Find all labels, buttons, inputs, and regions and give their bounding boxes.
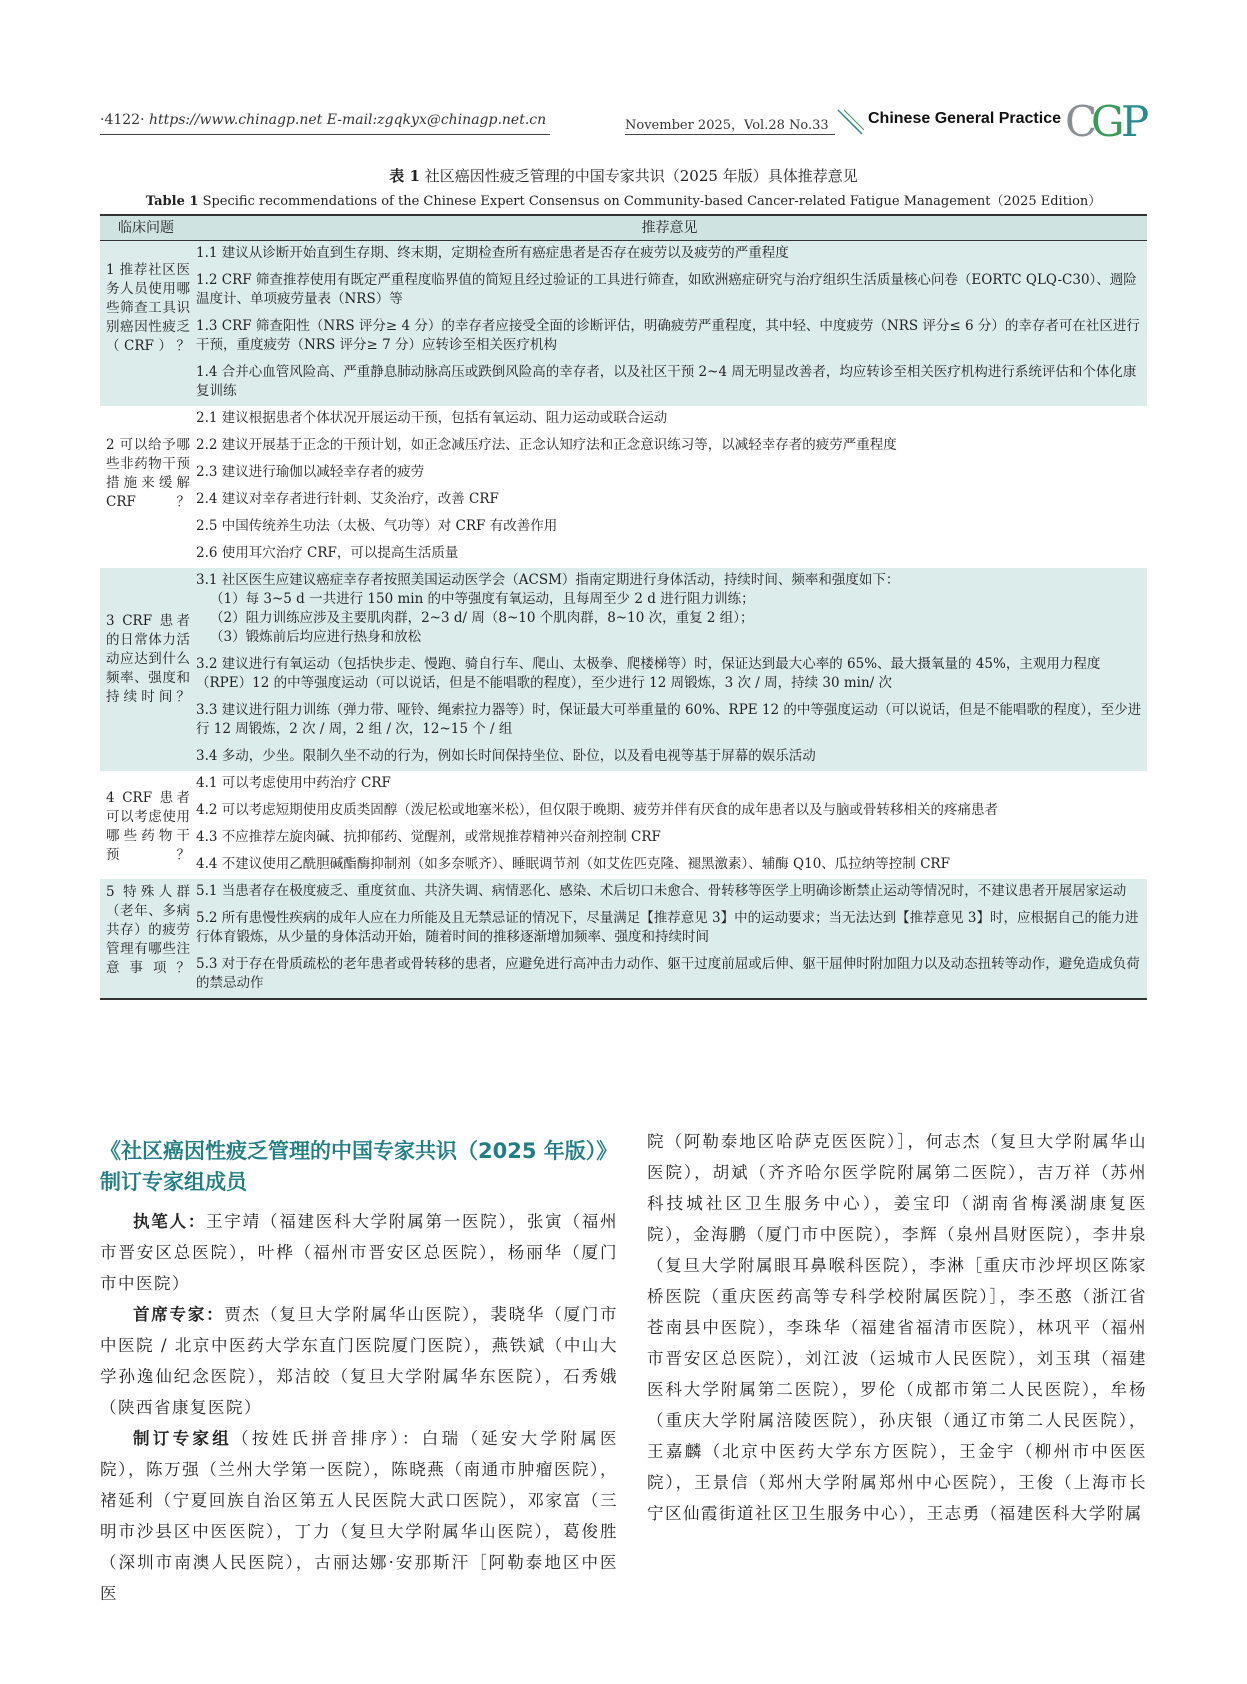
table-row: [100, 771, 1147, 879]
page-number: ·4122·: [100, 112, 145, 128]
recommendation-item: 2.1 建议根据患者个体状况开展运动干预，包括有氧运动、阻力运动或联合运动: [196, 410, 668, 426]
issue-info: November 2025，Vol.28 No.33: [625, 118, 829, 133]
recommendation-item: 2.3 建议进行瑜伽以减轻幸存者的疲劳: [196, 464, 425, 480]
writers-label: 执笔人：: [133, 1212, 207, 1231]
recommendation-item: 4.2 可以考虑短期使用皮质类固醇（泼尼松或地塞米松），但仅限于晚期、疲劳并伴有厌食的成年患者以及与脑或骨转移相关的疼痛患者: [196, 802, 999, 818]
header-right-rule: [625, 134, 835, 135]
recommendation-item: 1.4 合并心血管风险高、严重静息肺动脉高压或跌倒风险高的幸存者，以及社区干预 2~4 周无明显改善者，均应转诊至相关医疗机构进行系统评估和个体化康复训练: [196, 364, 1137, 399]
recommendation-subitem: （3）锻炼前后均应进行热身和放松: [210, 629, 422, 645]
svg-text:C: C: [1065, 98, 1098, 144]
svg-text:P: P: [1121, 98, 1150, 144]
recommendation-subitem: （1）每 3~5 d 一共进行 150 min 的中等强度有氧运动，且每周至少 2 d 进行阻力训练；: [210, 591, 755, 607]
table-row: [100, 879, 1147, 999]
recommendation-item: 5.1 当患者存在极度疲乏、重度贫血、共济失调、病情恶化、感染、术后切口未愈合、骨转移等医学上明确诊断禁止运动等情况时，不建议患者开展居家运动: [196, 883, 1127, 899]
chief-experts-list: 贾杰（复旦大学附属华山医院），裴晓华（厦门市中医院 / 北京中医药大学东直门医院厦门医院），燕铁斌（中山大学孙逸仙纪念医院），郑洁皎（复旦大学附属华东医院），石秀娥（陕西省康复医院）: [100, 1305, 619, 1417]
table-label-zh: 表 1: [389, 167, 420, 185]
recommendation-item: 3.3 建议进行阻力训练（弹力带、哑铃、绳索拉力器等）时，保证最大可举重量的 60%、RPE 12 的中等强度运动（可以说话，但是不能唱歌的程度），至少进行 12 周锻炼，2 次 / 周，2 组 / 次，12~15 个 / 组: [196, 702, 1142, 737]
writers-list: 王宇靖（福建医科大学附属第一医院），张寅（福州市晋安区总医院），叶桦（福州市晋安区总医院），杨丽华（厦门市中医院）: [100, 1212, 619, 1293]
recommendation-cell: [192, 771, 1147, 879]
table-title-en: Specific recommendations of the Chinese Expert Consensus on Community-based Cancer-related Fatigue Management（2025 Edition）: [202, 194, 1102, 209]
column-header-recommendation: 推荐意见: [192, 215, 1147, 241]
recommendation-cell: [192, 568, 1147, 771]
expert-group-label: 制订专家组: [133, 1429, 233, 1448]
recommendation-item: 4.3 不应推荐左旋肉碱、抗抑郁药、觉醒剂，或常规推荐精神兴奋剂控制 CRF: [196, 829, 661, 845]
table-header-row: [100, 215, 1147, 241]
column-header-question: 临床问题: [100, 215, 192, 241]
expert-group-list-right: 院（阿勒泰地区哈萨克医医院）］，何志杰（复旦大学附属华山医院），胡斌（齐齐哈尔医学院附属第二医院），吉万祥（苏州科技城社区卫生服务中心），姜宝印（湖南省梅溪湖康复医院），金海鹏（厦门市中医院），李辉（泉州昌财医院），李井泉（复旦大学附属眼耳鼻喉科医院），李淋［重庆市沙坪坝区陈家桥医院（重庆医药高等专科学校附属医院）］，李丕憨（浙江省苍南县中医院），李珠华（福建省福清市医院），林巩平（福州市晋安区总医院），刘江波（运城市人民医院），刘玉琪（福建医科大学附属第二医院），罗伦（成都市第二人民医院），牟杨（重庆大学附属涪陵医院），孙庆银（通辽市第二人民医院），王嘉麟（北京中医药大学东方医院），王金宇（柳州市中医医院），王景信（郑州大学附属郑州中心医院），王俊（上海市长宁区仙霞街道社区卫生服务中心），王志勇（福建医科大学附属: [647, 1132, 1147, 1523]
header-left-rule: [100, 134, 550, 135]
recommendation-cell: [192, 406, 1147, 568]
left-column: [100, 1206, 618, 1609]
cgp-logo-icon: [1065, 98, 1155, 144]
recommendation-subitem: （2）阻力训练应涉及主要肌肉群，2~3 d/ 周（8~10 个肌肉群，8~10 次，重复 2 组）；: [210, 610, 754, 626]
recommendation-cell: [192, 879, 1147, 999]
recommendation-item: 1.3 CRF 筛查阳性（NRS 评分≥ 4 分）的幸存者应接受全面的诊断评估，明确疲劳严重程度，其中轻、中度疲劳（NRS 评分≤ 6 分）的幸存者可在社区进行干预，重度疲劳（NRS 评分≥ 7 分）应转诊至相关医疗机构: [196, 318, 1140, 353]
chief-experts-label: 首席专家：: [133, 1305, 225, 1324]
recommendation-item: 4.1 可以考虑使用中药治疗 CRF: [196, 775, 391, 791]
table-title-zh: 社区癌因性疲乏管理的中国专家共识（2025 年版）具体推荐意见: [424, 167, 858, 185]
table-row: [100, 406, 1147, 568]
journal-url[interactable]: https://www.chinagp.net: [148, 112, 323, 128]
recommendation-table: [100, 214, 1147, 1000]
recommendation-item: 1.2 CRF 筛查推荐使用有既定严重程度临界值的简短且经过验证的工具进行筛查，如欧洲癌症研究与治疗组织生活质量核心问卷（EORTC QLQ-C30）、週险温度计、单项疲劳量表（NRS）等: [196, 272, 1137, 307]
table-caption-en: [100, 190, 1147, 209]
question-cell: 1 推荐社区医务人员使用哪些筛查工具识别癌因性疲乏（CRF）？: [100, 241, 192, 407]
question-cell: 4 CRF 患者可以考虑使用哪些药物干预？: [106, 790, 190, 863]
recommendation-item: 2.6 使用耳穴治疗 CRF，可以提高生活质量: [196, 545, 459, 561]
journal-email[interactable]: E-mail:zgqkyx@chinagp.net.cn: [326, 112, 547, 128]
recommendation-item: 3.4 多动，少坐。限制久坐不动的行为，例如长时间保持坐位、卧位，以及看电视等基于屏幕的娱乐活动: [196, 748, 816, 764]
header-slash-icon: [836, 108, 864, 136]
table-caption-zh: [100, 165, 1147, 186]
table-row: [100, 568, 1147, 771]
writers-paragraph: [100, 1206, 618, 1299]
expert-group-list-left: （按姓氏拼音排序）：白瑞（延安大学附属医院），陈万强（兰州大学第一医院），陈晓燕（南通市肿瘤医院），褚延利（宁夏回族自治区第五人民医院大武口医院），邓家富（三明市沙县区中医医院），丁力（复旦大学附属华山医院），葛俊胜（深圳市南澳人民医院），古丽达娜·安那斯汗［阿勒泰地区中医医: [100, 1429, 619, 1603]
recommendation-item: 2.4 建议对幸存者进行针刺、艾灸治疗，改善 CRF: [196, 491, 499, 507]
chief-experts-paragraph: [100, 1299, 618, 1423]
journal-name: Chinese General Practice: [868, 110, 1061, 127]
recommendation-item: 3.1 社区医生应建议癌症幸存者按照美国运动医学会（ACSM）指南定期进行身体活动，持续时间、频率和强度如下：: [196, 572, 900, 588]
table-label-en: Table 1: [145, 194, 199, 209]
header-left: [100, 112, 546, 128]
svg-text:G: G: [1091, 98, 1125, 144]
recommendation-item: 2.5 中国传统养生功法（太极、气功等）对 CRF 有改善作用: [196, 518, 558, 534]
section-title: 《社区癌因性疲乏管理的中国专家共识（2025 年版）》制订专家组成员: [100, 1139, 618, 1194]
table-row: [100, 241, 1147, 407]
expert-group-paragraph: [100, 1423, 618, 1609]
recommendation-item: 2.2 建议开展基于正念的干预计划，如正念减压疗法、正念认知疗法和正念意识练习等，以减轻幸存者的疲劳严重程度: [196, 437, 897, 453]
question-cell: 5 特殊人群（老年、多病共存）的疲劳管理有哪些注意事项？: [100, 879, 192, 999]
question-cell: 2 可以给予哪些非药物干预措施来缓解 CRF？: [106, 437, 190, 510]
right-column: [647, 1126, 1147, 1529]
recommendation-item: 1.1 建议从诊断开始直到生存期、终末期，定期检查所有癌症患者是否存在疲劳以及疲劳的严重程度: [196, 245, 789, 261]
recommendation-item: 4.4 不建议使用乙酰胆碱酯酶抑制剂（如多奈哌齐）、睡眠调节剂（如艾佐匹克隆、褪黑激素）、辅酶 Q10、瓜拉纳等控制 CRF: [196, 856, 950, 872]
recommendation-item: 5.2 所有患慢性疾病的成年人应在力所能及且无禁忌证的情况下，尽量满足【推荐意见 3】中的运动要求；当无法达到【推荐意见 3】时，应根据自己的能力进行体育锻炼，从少量的身体活动开始，随着时间的推移逐渐增加频率、强度和持续时间: [196, 910, 1139, 945]
recommendation-item: 5.3 对于存在骨质疏松的老年患者或骨转移的患者，应避免进行高冲击力动作、躯干过度前屈或后伸、躯干屈伸时附加阻力以及动态扭转等动作，避免造成负荷的禁忌动作: [196, 956, 1140, 991]
recommendation-item: 3.2 建议进行有氧运动（包括快步走、慢跑、骑自行车、爬山、太极拳、爬楼梯等）时，保证达到最大心率的 65%、最大摄氧量的 45%，主观用力程度（RPE）12 的中等强度运动（可以说话，但是不能唱歌的程度），至少进行 12 周锻炼，3 次 / 周，持续 30 min/ 次: [196, 656, 1101, 691]
question-cell: 3 CRF 患者的日常体力活动应达到什么频率、强度和持续时间？: [100, 568, 192, 771]
page-header: [100, 98, 1150, 144]
recommendation-cell: [192, 241, 1147, 407]
